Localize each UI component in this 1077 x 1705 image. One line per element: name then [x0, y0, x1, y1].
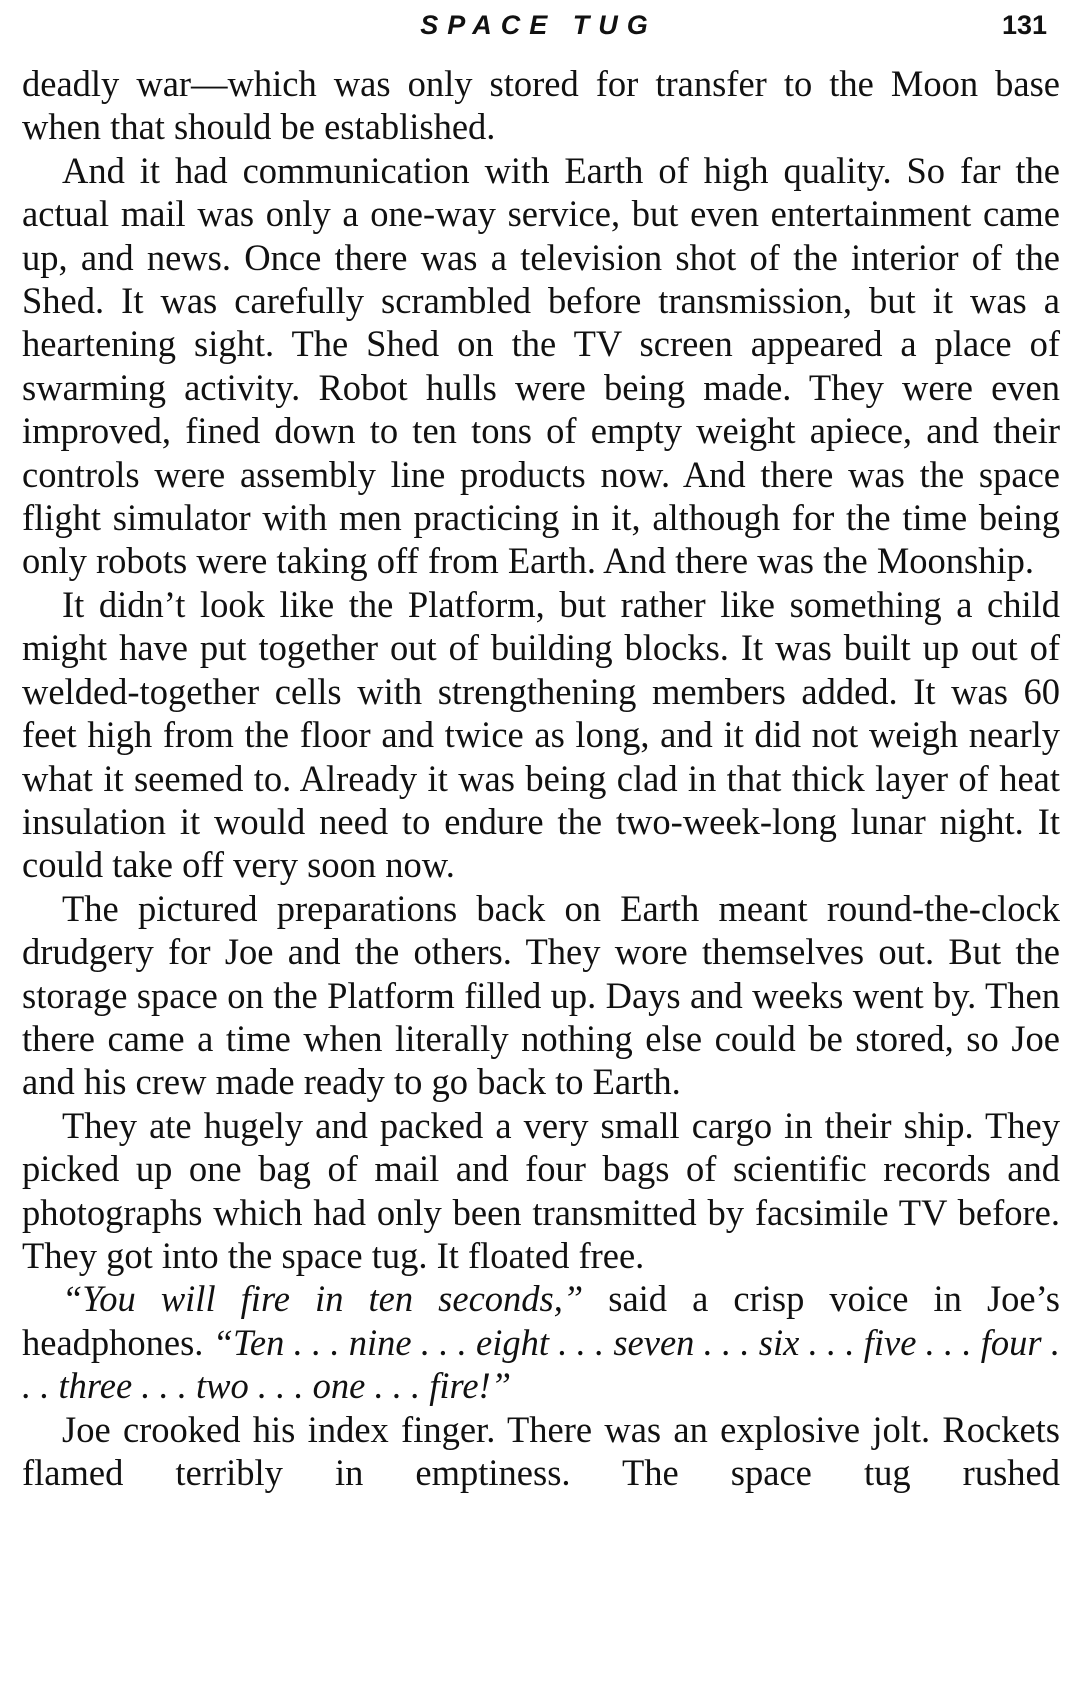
paragraph-5: They ate hugely and packed a very small cargo in their ship. They picked up one bag of mail and four bags of scientific records and photographs which had only been transmitted by facsimile TV before. They got into the space tug. It floated free.	[22, 1104, 1060, 1276]
page-number: 131	[1001, 10, 1047, 40]
dialogue-attribution: said a crisp voice in Joe’s headphones.	[22, 1278, 1060, 1363]
paragraph-7: Joe crooked his index finger. There was an explosive jolt. Rockets flamed terribly in emptiness. The space tug rushed	[22, 1408, 1060, 1493]
body-text	[22, 62, 1060, 1494]
paragraph-2: And it had communication with Earth of high quality. So far the actual mail was only a one-way service, but even entertainment came up, and news. Once there was a television shot of the interior of the Shed. It was carefully scrambled before transmission, but it was a heartening sight. The Shed on the TV screen appeared a place of swarming activity. Robot hulls were being made. They were even improved, fined down to ten tons of empty weight apiece, and their controls were assembly line products now. And there was the space flight simulator with men practicing in it, although for the time being only robots were taking off from Earth. And there was the Moonship.	[22, 149, 1060, 582]
dialogue-quote: “You will fire in ten seconds,”	[62, 1278, 584, 1320]
paragraph-3: It didn’t look like the Platform, but rather like something a child might have put together out of building blocks. It was built up out of welded-together cells with strengthening members added. It was 60 feet high from the floor and twice as long, and it did not weigh nearly what it seemed to. Already it was being clad in that thick layer of heat insulation it would need to endure the two-week-long lunar night. It could take off very soon now.	[22, 583, 1060, 886]
countdown-quote: “Ten . . . nine . . . eight . . . seven . . . six . . . five . . . four . . . three . . . two . . . one . . . fire!”	[22, 1321, 1060, 1407]
paragraph-4: The pictured preparations back on Earth meant round-the-clock drudgery for Joe and the others. They wore themselves out. But the storage space on the Platform filled up. Days and weeks went by. Then there came a time when literally nothing else could be stored, so Joe and his crew made ready to go back to Earth.	[22, 887, 1060, 1103]
running-title: SPACE TUG	[420, 10, 657, 40]
running-head	[0, 6, 1077, 46]
paragraph-1: deadly war—which was only stored for transfer to the Moon base when that should be established.	[22, 63, 1060, 148]
paragraph-6	[22, 1277, 1060, 1407]
